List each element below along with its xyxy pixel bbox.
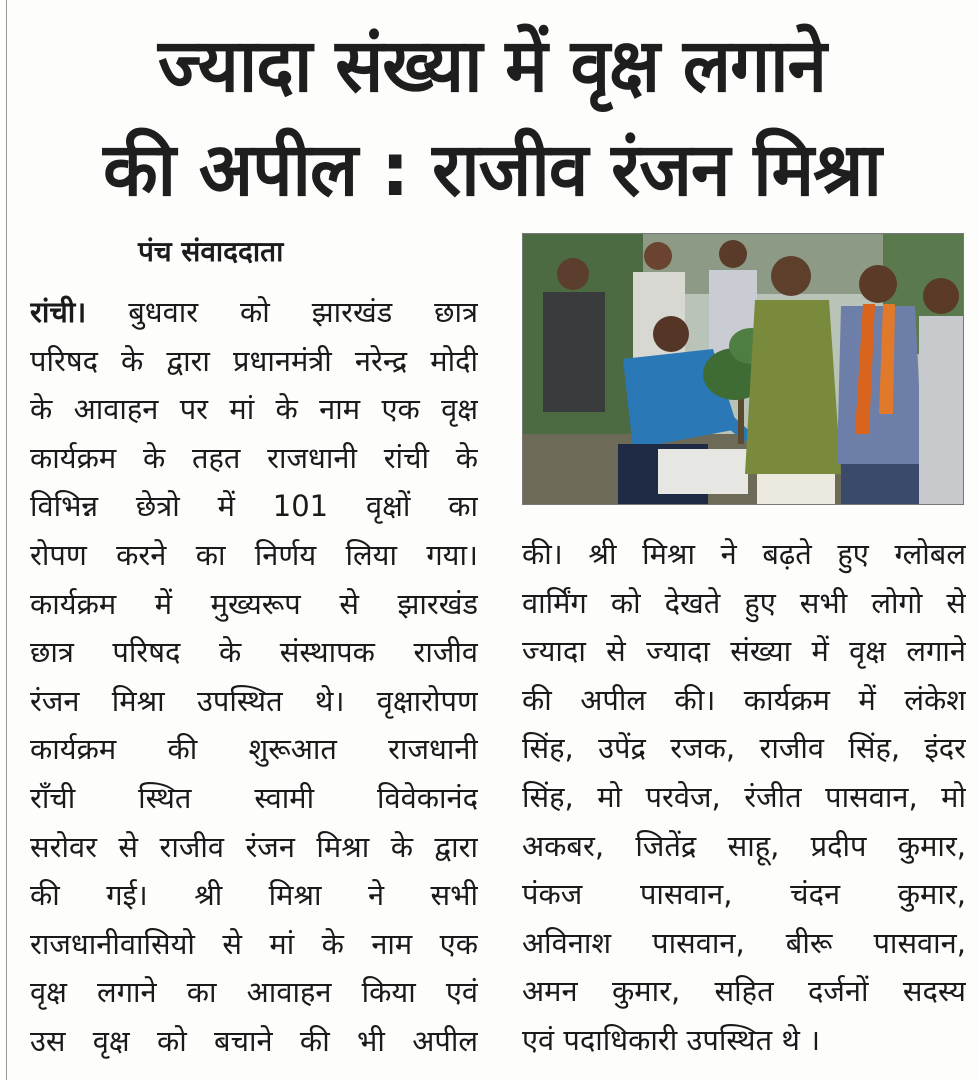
article-line: की। श्री मिश्रा ने बढ़ते हुए ग्लोबल — [522, 537, 966, 571]
article-line: कार्यक्रम की शुरूआत राजधानी — [30, 732, 478, 767]
article-column-left — [30, 288, 478, 1066]
article-line: पंकज पासवान, चंदन कुमार, — [522, 877, 966, 912]
white-pajama — [757, 474, 835, 504]
article-line: ज्यादा से ज्यादा संख्या में वृक्ष लगाने — [522, 634, 966, 669]
article-line: अकबर, जितेंद्र साहू, प्रदीप कुमार, — [522, 828, 966, 863]
article-line: की गई। श्री मिश्रा ने सभी — [30, 878, 478, 913]
person-head — [719, 240, 747, 268]
dateline: रांची। — [30, 295, 87, 329]
article-line: रंजन मिश्रा उपस्थित थे। वृक्षारोपण — [30, 683, 478, 718]
article-line: सिंह, मो परवेज, रंजीत पासवान, मो — [522, 779, 966, 814]
article-line: राँची स्थित स्वामी विवेकानंद — [30, 780, 478, 815]
article-line: रोपण करने का निर्णय लिया गया। — [30, 537, 478, 572]
article-line — [30, 288, 478, 337]
article-line: सरोवर से राजीव रंजन मिश्रा के द्वारा — [30, 829, 478, 864]
checked-shirt — [837, 306, 923, 464]
headline-line-2: की अपील : राजीव रंजन मिश्रा — [103, 127, 881, 213]
person-body — [919, 316, 963, 504]
page-edge-rule — [6, 0, 7, 1080]
article-line: उस वृक्ष को बचाने की भी अपील — [30, 1023, 478, 1058]
person-head — [859, 265, 897, 303]
person-head — [557, 258, 589, 290]
headline — [14, 14, 970, 222]
olive-kurta — [745, 300, 841, 474]
tree-planting-photo — [522, 233, 964, 505]
article-line: परिषद के द्वारा प्रधानमंत्री नरेन्द्र मोदी — [30, 343, 478, 378]
article-line: अविनाश पासवान, बीरू पासवान, — [522, 925, 966, 960]
article-line: विभिन्न छेत्रो में 101 वृक्षों का — [30, 489, 478, 524]
article-line: एवं पदाधिकारी उपस्थित थे । — [522, 1022, 821, 1057]
headline-line-1: ज्यादा संख्या में वृक्ष लगाने — [157, 23, 827, 109]
article-line: छात्र परिषद के संस्थापक राजीव — [30, 635, 478, 670]
person-head — [644, 242, 672, 270]
article-line-text: बुधवार को झारखंड छात्र — [128, 295, 478, 329]
article-line: कार्यक्रम में मुख्यरूप से झारखंड — [30, 586, 478, 621]
article-line: की अपील की। कार्यक्रम में लंकेश — [522, 682, 966, 717]
article-line: वार्मिंग को देखते हुए सभी लोगो से — [522, 585, 966, 620]
person-head — [923, 278, 959, 314]
photo-illustration — [523, 234, 963, 504]
white-clothing — [658, 449, 748, 494]
article-line: सिंह, उपेंद्र रजक, राजीव सिंह, इंदर — [522, 731, 966, 766]
jeans — [841, 464, 921, 504]
byline: पंच संवाददाता — [138, 235, 284, 268]
article-line: कार्यक्रम के तहत राजधानी रांची के — [30, 440, 478, 475]
article-line: वृक्ष लगाने का आवाहन किया एवं — [30, 975, 478, 1010]
article-column-right — [522, 530, 966, 1065]
article-line: के आवाहन पर मां के नाम एक वृक्ष — [30, 392, 478, 427]
person-head — [653, 316, 689, 352]
person-head — [771, 256, 811, 296]
article-line: राजधानीवासियो से मां के नाम एक — [30, 926, 478, 961]
person-body — [543, 292, 605, 412]
article-line: अमन कुमार, सहित दर्जनों सदस्य — [522, 974, 966, 1009]
